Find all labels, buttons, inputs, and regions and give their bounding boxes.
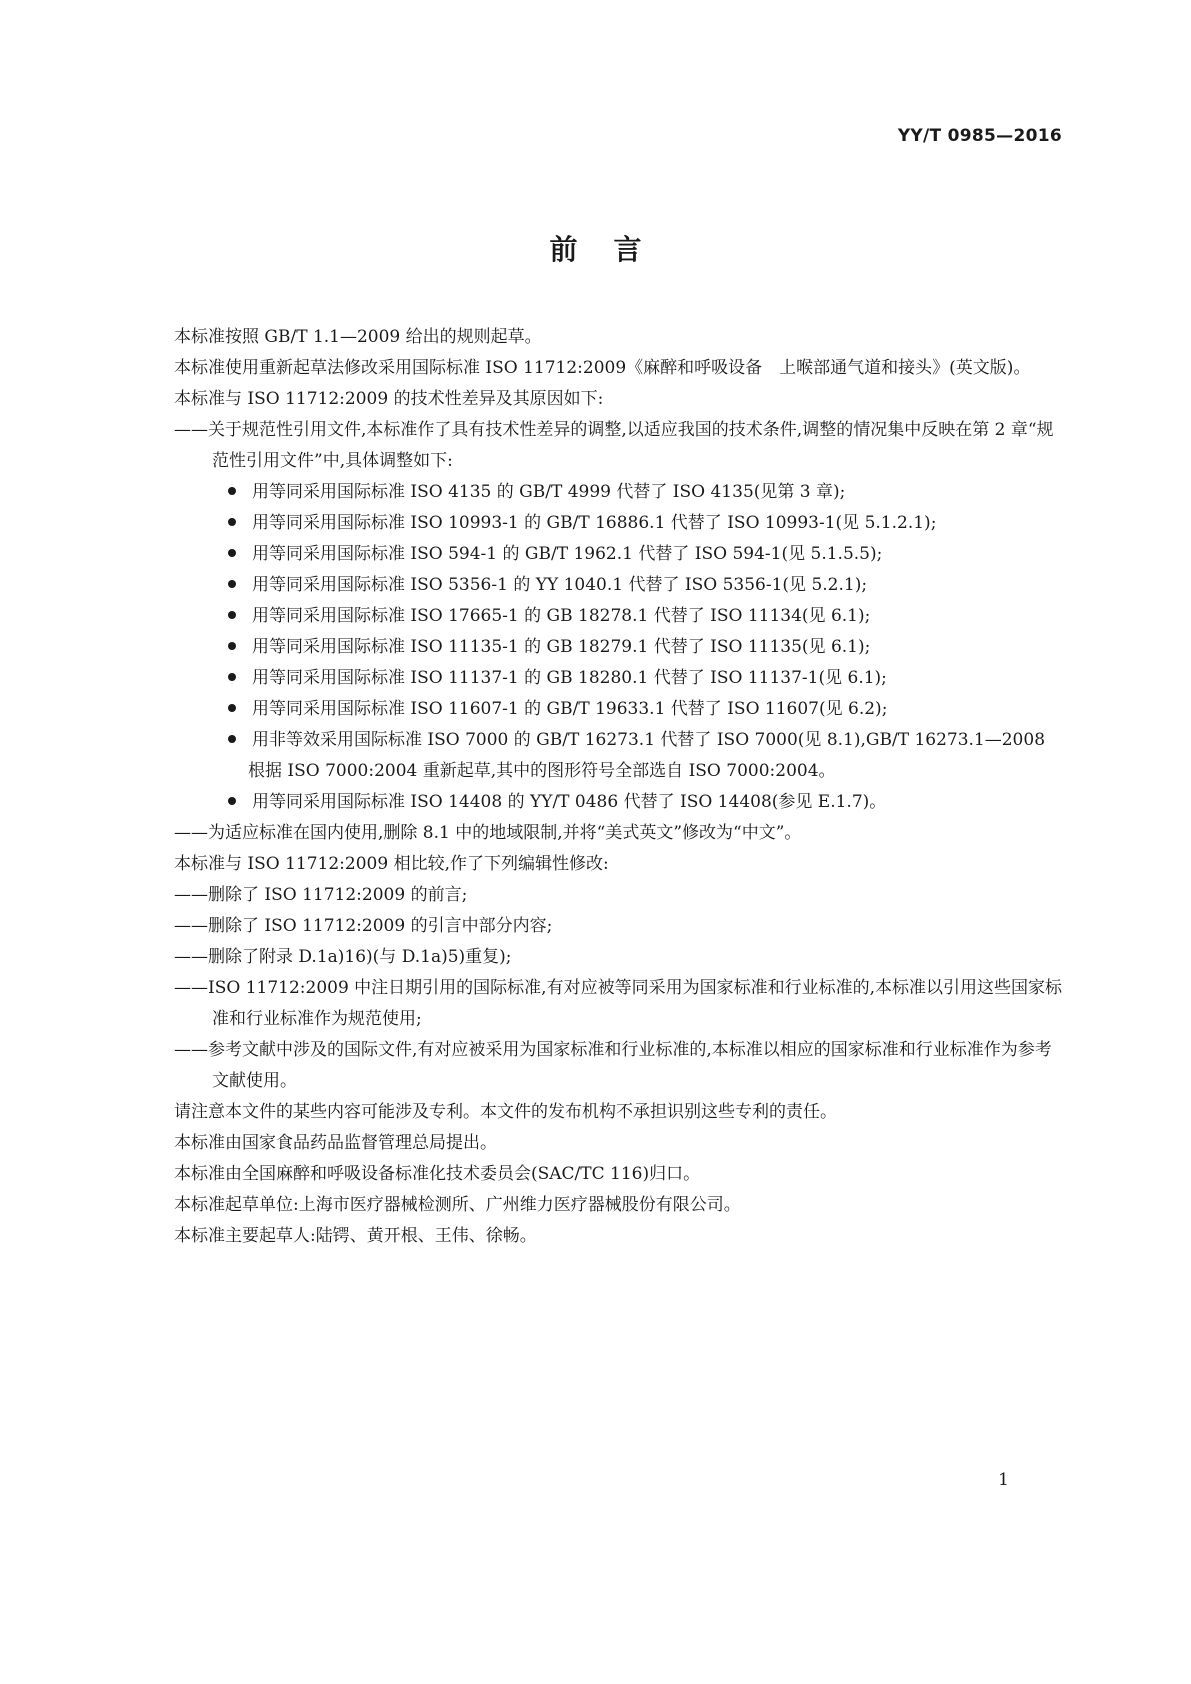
- list-item: [122, 725, 1065, 787]
- dash-item-bibliography: ——参考文献中涉及的国际文件,有对应被采用为国家标准和行业标准的,本标准以相应的国家标准和行业标准作为参考文献使用。: [174, 1040, 1052, 1091]
- bullet-icon: [228, 704, 236, 712]
- paragraph-technical-differences-intro: 本标准与 ISO 11712:2009 的技术性差异及其原因如下:: [174, 389, 604, 409]
- dash-item-dated-references: ——ISO 11712:2009 中注日期引用的国际标准,有对应被等同采用为国家标准和行业标准的,本标准以引用这些国家标准和行业标准作为规范使用;: [174, 978, 1062, 1029]
- foreword-body: [122, 322, 1065, 1252]
- bullet-icon: [228, 735, 236, 743]
- bullet-icon: [228, 487, 236, 495]
- paragraph-adoption-method: 本标准使用重新起草法修改采用国际标准 ISO 11712:2009《麻醉和呼吸设备 上喉部通气道和接头》(英文版)。: [174, 358, 1031, 378]
- bullet-icon: [228, 518, 236, 526]
- paragraph-patent-notice: 请注意本文件的某些内容可能涉及专利。本文件的发布机构不承担识别这些专利的责任。: [174, 1102, 837, 1122]
- paragraph-editorial-changes-intro: 本标准与 ISO 11712:2009 相比较,作了下列编辑性修改:: [174, 854, 609, 874]
- list-item: [122, 508, 1065, 539]
- paragraph-drafting-organizations: 本标准起草单位:上海市医疗器械检测所、广州维力医疗器械股份有限公司。: [174, 1195, 741, 1215]
- bullet-icon: [228, 580, 236, 588]
- bullet-icon: [228, 611, 236, 619]
- list-item: [122, 694, 1065, 725]
- paragraph-proposer: 本标准由国家食品药品监督管理总局提出。: [174, 1133, 497, 1153]
- bullet-icon: [228, 642, 236, 650]
- dash-item-delete-annex: ——删除了附录 D.1a)16)(与 D.1a)5)重复);: [174, 947, 512, 967]
- list-item-text: 用非等效采用国际标准 ISO 7000 的 GB/T 16273.1 代替了 ISO 7000(见 8.1),GB/T 16273.1—2008 根据 ISO 7000:2004 重新起草,其中的图形符号全部选自 ISO 7000:2004。: [248, 730, 1046, 781]
- page-number: 1: [998, 1470, 1009, 1490]
- paragraph-drafting-rules: 本标准按照 GB/T 1.1—2009 给出的规则起草。: [174, 327, 542, 347]
- list-item: [122, 570, 1065, 601]
- dash-item-regional-restriction: ——为适应标准在国内使用,删除 8.1 中的地域限制,并将“美式英文”修改为“中文”。: [174, 823, 802, 843]
- list-item-text: 用等同采用国际标准 ISO 11135-1 的 GB 18279.1 代替了 ISO 11135(见 6.1);: [252, 637, 871, 657]
- list-item-text: 用等同采用国际标准 ISO 17665-1 的 GB 18278.1 代替了 ISO 11134(见 6.1);: [252, 606, 871, 626]
- list-item: [122, 632, 1065, 663]
- bullet-icon: [228, 673, 236, 681]
- list-item-text: 用等同采用国际标准 ISO 10993-1 的 GB/T 16886.1 代替了 ISO 10993-1(见 5.1.2.1);: [252, 513, 937, 533]
- dash-item-normative-references: ——关于规范性引用文件,本标准作了具有技术性差异的调整,以适应我国的技术条件,调整的情况集中反映在第 2 章“规范性引用文件”中,具体调整如下:: [174, 420, 1054, 471]
- bullet-icon: [228, 549, 236, 557]
- list-item: [122, 663, 1065, 694]
- dash-item-delete-introduction: ——删除了 ISO 11712:2009 的引言中部分内容;: [174, 916, 553, 936]
- list-item-text: 用等同采用国际标准 ISO 594-1 的 GB/T 1962.1 代替了 ISO 594-1(见 5.1.5.5);: [252, 544, 883, 564]
- list-item-text: 用等同采用国际标准 ISO 5356-1 的 YY 1040.1 代替了 ISO 5356-1(见 5.2.1);: [252, 575, 868, 595]
- list-item-text: 用等同采用国际标准 ISO 11607-1 的 GB/T 19633.1 代替了 ISO 11607(见 6.2);: [252, 699, 888, 719]
- dash-item-delete-foreword: ——删除了 ISO 11712:2009 的前言;: [174, 885, 468, 905]
- list-item-text: 用等同采用国际标准 ISO 11137-1 的 GB 18280.1 代替了 ISO 11137-1(见 6.1);: [252, 668, 887, 688]
- list-item: [122, 539, 1065, 570]
- list-item: [122, 477, 1065, 508]
- paragraph-technical-committee: 本标准由全国麻醉和呼吸设备标准化技术委员会(SAC/TC 116)归口。: [174, 1164, 701, 1184]
- bullet-icon: [228, 797, 236, 805]
- list-item-text: 用等同采用国际标准 ISO 4135 的 GB/T 4999 代替了 ISO 4135(见第 3 章);: [252, 482, 846, 502]
- list-item-text: 用等同采用国际标准 ISO 14408 的 YY/T 0486 代替了 ISO 14408(参见 E.1.7)。: [252, 792, 887, 812]
- page-title: 前言: [549, 233, 678, 266]
- paragraph-drafters: 本标准主要起草人:陆锷、黄开根、王伟、徐畅。: [174, 1226, 537, 1246]
- document-code: YY/T 0985—2016: [897, 126, 1062, 146]
- list-item: [122, 601, 1065, 632]
- list-item: [122, 787, 1065, 818]
